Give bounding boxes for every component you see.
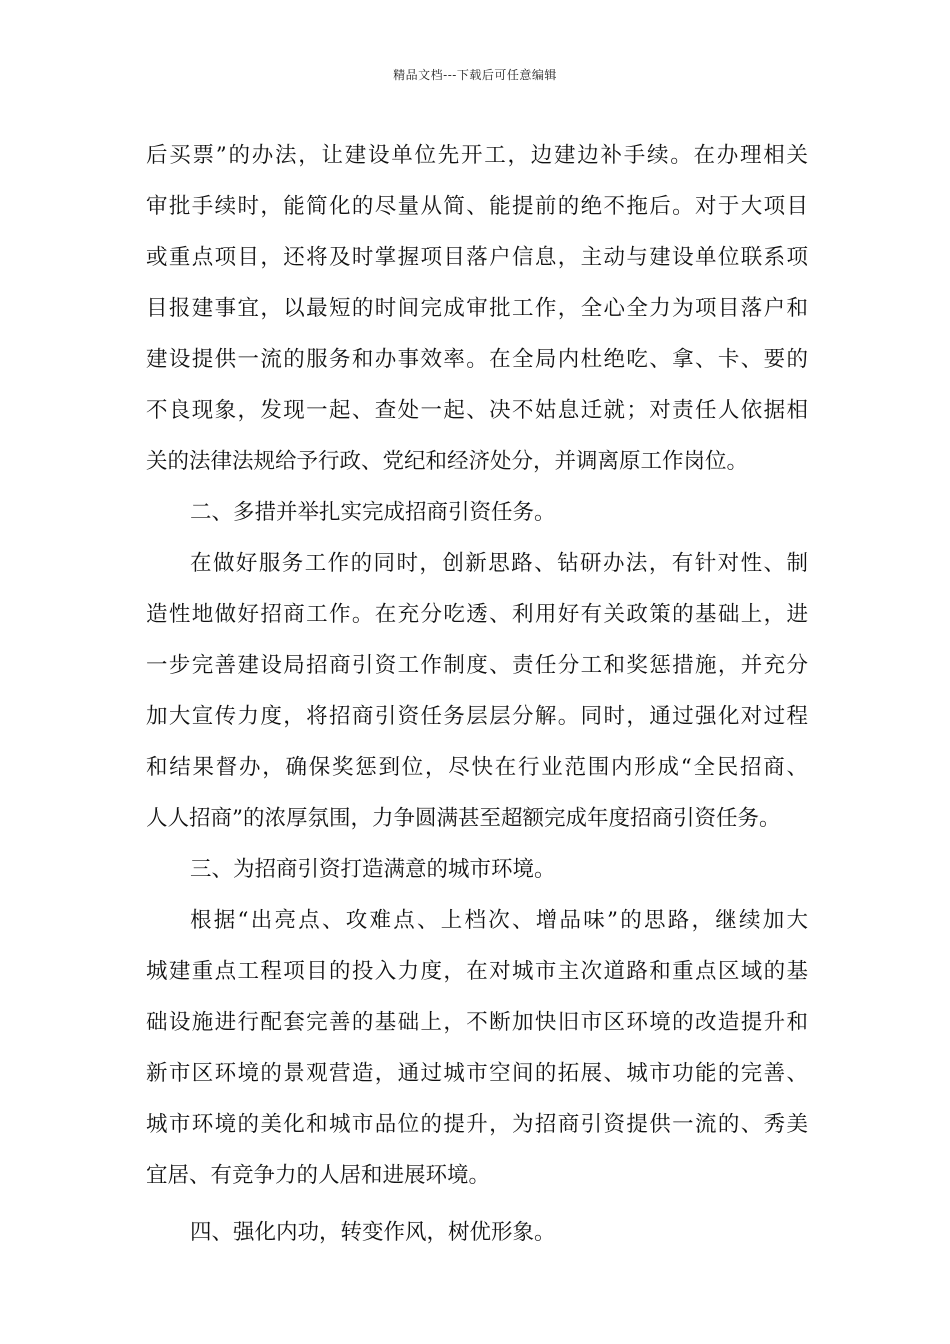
- section-heading-two: 二、多措并举扎实完成招商引资任务。: [190, 500, 556, 525]
- document-body: [146, 130, 808, 1258]
- text-line: 城建重点工程项目的投入力度，在对城市主次道路和重点区域的基: [146, 959, 808, 984]
- text-line: 造性地做好招商工作。在充分吃透、利用好有关政策的基础上，进: [146, 602, 808, 627]
- page-header: 精品文档---下载后可任意编辑: [393, 68, 557, 82]
- text-line: 人人招商”的浓厚氛围，力争圆满甚至超额完成年度招商引资任务。: [146, 806, 781, 831]
- section-heading-four: 四、强化内功，转变作风，树优形象。: [190, 1220, 556, 1245]
- text-line: 城市环境的美化和城市品位的提升，为招商引资提供一流的、秀美: [146, 1112, 808, 1137]
- paragraph-investment: [146, 538, 808, 844]
- text-line: 根据“出亮点、攻难点、上档次、增品味”的思路，继续加大: [190, 908, 808, 933]
- text-line: 和结果督办，确保奖惩到位，尽快在行业范围内形成“全民招商、: [146, 755, 808, 780]
- section-heading-three: 三、为招商引资打造满意的城市环境。: [190, 857, 556, 882]
- text-line: 或重点项目，还将及时掌握项目落户信息，主动与建设单位联系项: [146, 245, 808, 270]
- text-line: 宜居、有竞争力的人居和进展环境。: [146, 1163, 491, 1188]
- text-line: 建设提供一流的服务和办事效率。在全局内杜绝吃、拿、卡、要的: [146, 347, 808, 372]
- text-line: 在做好服务工作的同时，创新思路、钻研办法，有针对性、制: [190, 551, 808, 576]
- paragraph-continuation: [146, 130, 808, 487]
- text-line: 一步完善建设局招商引资工作制度、责任分工和奖惩措施，并充分: [146, 653, 808, 678]
- text-line: 加大宣传力度，将招商引资任务层层分解。同时，通过强化对过程: [146, 704, 808, 729]
- text-line: 后买票”的办法，让建设单位先开工，边建边补手续。在办理相关: [146, 143, 808, 168]
- text-line: 关的法律法规给予行政、党纪和经济处分，并调离原工作岗位。: [146, 449, 749, 474]
- text-line: 不良现象，发现一起、查处一起、决不姑息迁就；对责任人依据相: [146, 398, 808, 423]
- text-line: 新市区环境的景观营造，通过城市空间的拓展、城市功能的完善、: [146, 1061, 808, 1086]
- text-line: 审批手续时，能简化的尽量从简、能提前的绝不拖后。对于大项目: [146, 194, 808, 219]
- text-line: 础设施进行配套完善的基础上，不断加快旧市区环境的改造提升和: [146, 1010, 808, 1035]
- paragraph-city-environment: [146, 895, 808, 1201]
- text-line: 目报建事宜，以最短的时间完成审批工作，全心全力为项目落户和: [146, 296, 808, 321]
